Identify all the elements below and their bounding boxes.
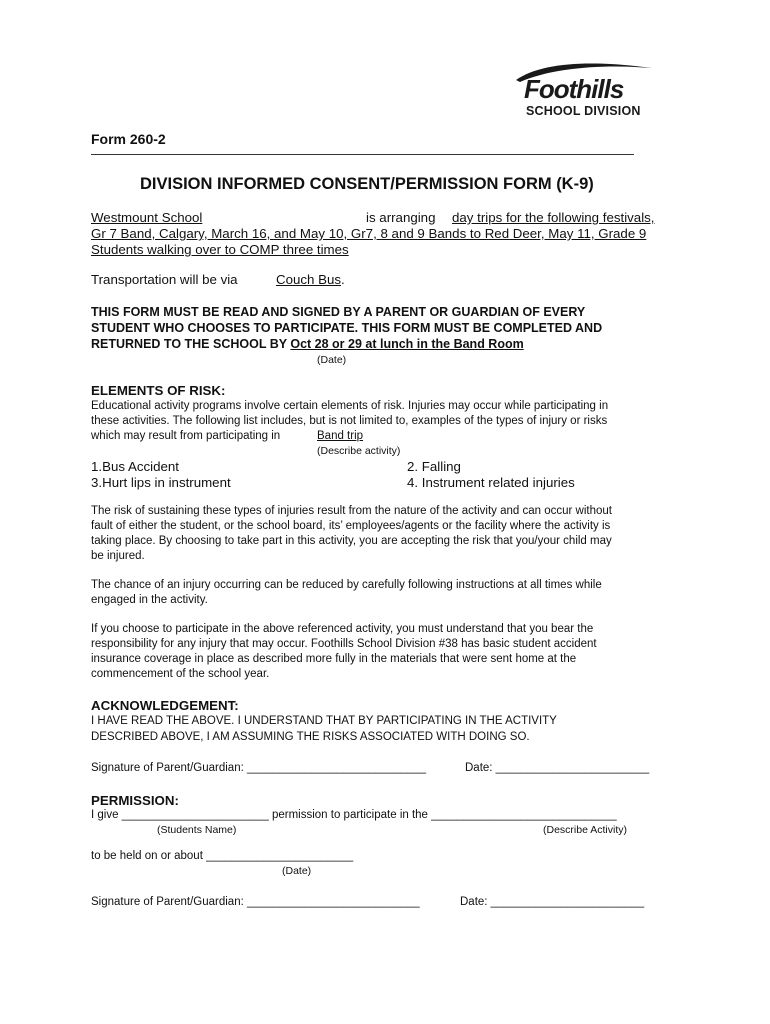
risk-item-1: 1.Bus Accident [91, 459, 179, 474]
arranging-text: is arranging [366, 210, 436, 225]
page-title: DIVISION INFORMED CONSENT/PERMISSION FORM (K-9) [140, 175, 594, 193]
responsibility-paragraph-line2: responsibility for any injury that may occur. Foothills School Division #38 has basic student accident [91, 638, 597, 650]
logo-name: Foothills [524, 74, 624, 104]
responsibility-paragraph-line4: commencement of the school year. [91, 668, 270, 680]
transportation-period: . [341, 272, 345, 287]
risk-paragraph-line1: The risk of sustaining these types of injuries result from the nature of the activity and can occur without [91, 505, 612, 517]
risk-intro-line1: Educational activity programs involve certain elements of risk. Injuries may occur while participating in [91, 400, 609, 412]
risk-activity: Band trip [317, 430, 364, 442]
held-on-date-caption: (Date) [282, 865, 312, 877]
permission-line1[interactable]: I give _______________________ permission to participate in the _____________________________ [91, 809, 617, 821]
risk-item-2: 2. Falling [407, 459, 461, 474]
acknowledgement-line1: I HAVE READ THE ABOVE. I UNDERSTAND THAT BY PARTICIPATING IN THE ACTIVITY [91, 715, 557, 727]
risk-paragraph-line2: fault of either the student, or the school board, its’ employees/agents or the facility where the activity is [91, 520, 611, 532]
school-division-logo [512, 58, 662, 122]
logo-subtitle: SCHOOL DIVISION [526, 104, 641, 118]
risk-item-3: 3.Hurt lips in instrument [91, 475, 231, 490]
describe-activity-caption: (Describe Activity) [543, 824, 628, 836]
notice-line1: THIS FORM MUST BE READ AND SIGNED BY A PARENT OR GUARDIAN OF EVERY [91, 305, 586, 319]
risk-paragraph-line4: be injured. [91, 550, 145, 562]
notice-return-prefix: RETURNED TO THE SCHOOL BY [91, 337, 291, 351]
form-number: Form 260-2 [91, 131, 166, 147]
permission-heading: PERMISSION: [91, 793, 179, 808]
return-date-caption: (Date) [317, 354, 347, 366]
return-date: Oct 28 or 29 at lunch in the Band Room [290, 337, 524, 351]
trip-description-line3: Students walking over to COMP three times [91, 242, 349, 257]
header-divider [91, 154, 634, 155]
school-name: Westmount School [91, 210, 203, 225]
acknowledgement-date-field[interactable]: Date: ________________________ [465, 762, 650, 774]
responsibility-paragraph-line1: If you choose to participate in the above referenced activity, you must understand that you bear the [91, 623, 594, 635]
responsibility-paragraph-line3: insurance coverage in place as described more fully in the materials that were sent home at the [91, 653, 577, 665]
transportation-value-wrap [276, 272, 345, 287]
transportation-value: Couch Bus [276, 272, 342, 287]
notice-line3 [91, 337, 524, 351]
trip-description-line2: Gr 7 Band, Calgary, March 16, and May 10, Gr7, 8 and 9 Bands to Red Deer, May 11, Grade 9 [91, 226, 647, 241]
permission-date-field[interactable]: Date: ________________________ [460, 896, 645, 908]
chance-paragraph-line1: The chance of an injury occurring can be reduced by carefully following instructions at all times while [91, 579, 602, 591]
risk-activity-caption: (Describe activity) [317, 445, 401, 457]
risk-intro-line2: these activities. The following list includes, but is not limited to, examples of the types of injury or risks [91, 415, 608, 427]
permission-signature-field[interactable]: Signature of Parent/Guardian: ___________________________ [91, 896, 420, 908]
acknowledgement-heading: ACKNOWLEDGEMENT: [91, 698, 239, 713]
risk-intro-line3: which may result from participating in [91, 430, 281, 442]
students-name-caption: (Students Name) [157, 824, 237, 836]
acknowledgement-signature-field[interactable]: Signature of Parent/Guardian: ____________________________ [91, 762, 427, 774]
notice-line2: STUDENT WHO CHOOSES TO PARTICIPATE. THIS FORM MUST BE COMPLETED AND [91, 321, 603, 335]
risk-heading: ELEMENTS OF RISK: [91, 383, 226, 398]
chance-paragraph-line2: engaged in the activity. [91, 594, 208, 606]
acknowledgement-line2: DESCRIBED ABOVE, I AM ASSUMING THE RISKS ASSOCIATED WITH DOING SO. [91, 731, 530, 743]
held-on-field[interactable]: to be held on or about _______________________ [91, 850, 354, 862]
transportation-label: Transportation will be via [91, 272, 238, 287]
trip-description-line1: day trips for the following festivals, [452, 210, 655, 225]
risk-item-4: 4. Instrument related injuries [407, 475, 575, 490]
risk-paragraph-line3: taking place. By choosing to take part in this activity, you are accepting the risk that you/your child may [91, 535, 612, 547]
